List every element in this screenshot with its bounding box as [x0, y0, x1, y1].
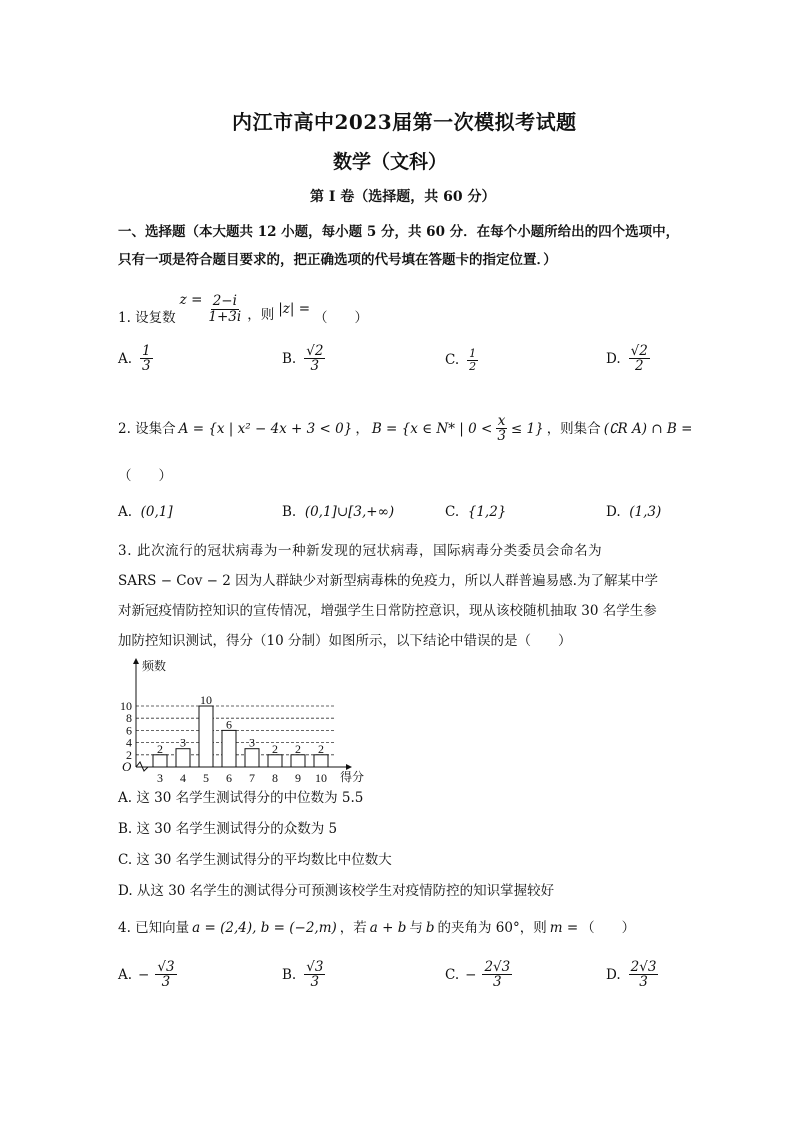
num: 2√3: [484, 959, 511, 975]
option-label: A.: [118, 350, 133, 367]
bar: [199, 706, 213, 767]
num: 1: [142, 343, 151, 359]
q2-option-c: [445, 502, 506, 522]
q1-z-eq: z =: [179, 292, 203, 308]
q2-fraction: [495, 414, 508, 443]
q2-set-b-right: ≤ 1}: [510, 420, 544, 437]
q4-mid: ，若: [339, 920, 367, 936]
x-tick-label: 9: [295, 771, 301, 784]
option-label: C.: [445, 352, 460, 369]
q1-denominator: 1+3i: [208, 308, 242, 325]
q2-option-a: [118, 502, 173, 522]
bar: [222, 730, 236, 767]
option-fraction: [140, 344, 153, 373]
option-value: (1,3): [629, 504, 662, 520]
q4-option-c: [445, 960, 512, 989]
origin-label: O: [122, 759, 132, 774]
num: √3: [306, 959, 324, 975]
bar: [314, 755, 328, 767]
q4-vectors: a = (2,4), b = (−2,m): [192, 920, 337, 936]
q2-comma: ，: [355, 420, 369, 437]
question-4: [118, 918, 635, 938]
y-tick-label: 10: [120, 699, 132, 713]
q4-b: b: [425, 920, 435, 936]
den: 3: [497, 428, 506, 445]
q2-set-b-left: B = {x ∈ N* | 0 <: [371, 420, 493, 437]
den: 2: [469, 359, 477, 373]
bar-value-label: 2: [318, 741, 324, 756]
bar: [268, 755, 282, 767]
option-label: A.: [118, 504, 133, 520]
den: 3: [310, 974, 320, 991]
y-tick-label: 6: [126, 723, 132, 738]
bar-value-label: 10: [200, 693, 212, 707]
num: √2: [630, 343, 648, 359]
bar-value-label: 3: [180, 735, 186, 750]
option-fraction: [629, 344, 650, 373]
q4-option-b: [282, 960, 325, 989]
option-fraction: [629, 960, 659, 989]
question-2: [118, 414, 692, 443]
q3-option-a: A. 这 30 名学生测试得分的中位数为 5.5: [118, 790, 364, 806]
q1-abs: |z| =: [278, 301, 311, 317]
num: 2√3: [630, 959, 657, 975]
q3-option-c: C. 这 30 名学生测试得分的平均数比中位数大: [118, 852, 392, 868]
y-axis-arrow: [133, 658, 139, 664]
exam-title: 内江市高中2023届第一次模拟考试题: [232, 110, 577, 134]
option-fraction: [304, 960, 325, 989]
q1-option-d: [606, 344, 650, 373]
q4-with: 与: [409, 920, 423, 936]
option-label: C.: [445, 504, 460, 520]
q2-option-d: [606, 502, 661, 522]
option-label: D.: [606, 350, 621, 367]
den: 3: [639, 974, 648, 991]
q1-fraction: [206, 294, 243, 323]
den: 3: [493, 974, 502, 991]
q4-m-eq: m =: [549, 920, 579, 936]
q4-sum: a + b: [369, 920, 407, 936]
option-fraction: [467, 348, 478, 372]
q3-line4: 加防控知识测试，得分（10 分制）如图所示，以下结论中错误的是（ ）: [118, 633, 572, 649]
option-label: B.: [282, 350, 297, 367]
num: x: [497, 413, 506, 429]
option-value: (0,1]∪[3,+∞): [304, 504, 395, 520]
bar: [245, 749, 259, 767]
q4-angle: 的夹角为 60°，则: [437, 920, 547, 936]
q4-prefix: 4. 已知向量: [118, 920, 190, 936]
bar-value-label: 6: [226, 717, 232, 732]
x-tick-label: 10: [315, 771, 327, 784]
num: √3: [157, 959, 175, 975]
option-fraction: [155, 960, 176, 989]
question-1: [118, 282, 368, 328]
den: 3: [161, 974, 171, 991]
q1-paren: （ ）: [314, 310, 369, 326]
q3-line1: 3. 此次流行的冠状病毒为一种新发现的冠状病毒，国际病毒分类委员会命名为: [118, 543, 603, 559]
q2-prefix: 2. 设集合: [118, 420, 176, 437]
x-tick-label: 3: [157, 771, 163, 784]
q3-line2: SARS − Cov − 2 因为人群缺少对新型病毒株的免疫力，所以人群普遍易感.为了解某中学: [118, 573, 658, 589]
score-frequency-chart: [110, 656, 380, 784]
q2-set-a: A = {x | x² − 4x + 3 < 0}: [178, 420, 353, 437]
den: 2: [634, 358, 644, 375]
bar-value-label: 3: [249, 735, 255, 750]
volume-heading: 第 I 卷（选择题，共 60 分）: [310, 189, 496, 205]
section-instructions-line2: 只有一项是符合题目要求的，把正确选项的代号填在答题卡的指定位置．）: [118, 252, 557, 268]
option-value: {1,2}: [467, 504, 507, 520]
y-tick-label: 2: [126, 747, 132, 762]
q2-paren: （ ）: [118, 468, 172, 484]
option-label: B.: [282, 966, 297, 983]
option-label: D.: [606, 966, 621, 983]
bar: [176, 749, 190, 767]
q1-option-b: [282, 344, 325, 373]
option-value: (0,1]: [140, 504, 173, 520]
q2-expression: (∁R A) ∩ B =: [603, 420, 693, 437]
den: 3: [310, 358, 320, 375]
den: 3: [142, 358, 151, 375]
x-tick-label: 4: [180, 771, 186, 784]
x-tick-label: 7: [249, 771, 255, 784]
q1-numerator: 2−i: [212, 293, 237, 310]
x-tick-label: 6: [226, 771, 232, 784]
q3-line3: 对新冠疫情防控知识的宣传情况，增强学生日常防控意识，现从该校随机抽取 30 名学生参: [118, 603, 657, 619]
q1-mid: ，则: [247, 307, 275, 323]
bar-value-label: 2: [157, 741, 163, 756]
y-tick-label: 4: [126, 735, 132, 750]
bar: [291, 755, 305, 767]
q2-tail: ，则集合: [546, 420, 601, 437]
x-axis-label: 得分: [340, 770, 365, 784]
q3-option-d: D. 从这 30 名学生的测试得分可预测该校学生对疫情防控的知识掌握较好: [118, 883, 555, 899]
x-tick-label: 5: [203, 771, 209, 784]
option-label: B.: [282, 504, 297, 520]
q4-option-d: [606, 960, 658, 989]
option-label: A.: [118, 966, 133, 983]
bar: [153, 755, 167, 767]
option-fraction: [304, 344, 325, 373]
option-label: C.: [445, 966, 460, 983]
q2-option-b: [282, 502, 394, 522]
q4-paren: （ ）: [581, 920, 636, 936]
option-sign: −: [465, 966, 477, 983]
option-sign: −: [138, 966, 150, 983]
bar-value-label: 2: [272, 741, 278, 756]
option-fraction: [482, 960, 512, 989]
x-tick-label: 8: [272, 771, 278, 784]
bar-value-label: 2: [295, 741, 301, 756]
y-tick-label: 8: [126, 711, 132, 726]
exam-subtitle: 数学（文科）: [333, 151, 448, 173]
section-instructions-line1: 一、选择题（本大题共 12 小题，每小题 5 分，共 60 分．在每个小题所给出的四个选项中，: [118, 224, 680, 240]
num: √2: [306, 343, 324, 359]
q1-option-c: [445, 348, 478, 372]
q1-option-a: [118, 344, 153, 373]
option-label: D.: [606, 504, 621, 520]
q4-option-a: [118, 960, 177, 989]
q1-prefix: 1. 设复数: [118, 310, 176, 326]
q3-option-b: B. 这 30 名学生测试得分的众数为 5: [118, 821, 338, 837]
y-axis-label: 频数: [142, 659, 167, 673]
num: 1: [469, 347, 477, 360]
